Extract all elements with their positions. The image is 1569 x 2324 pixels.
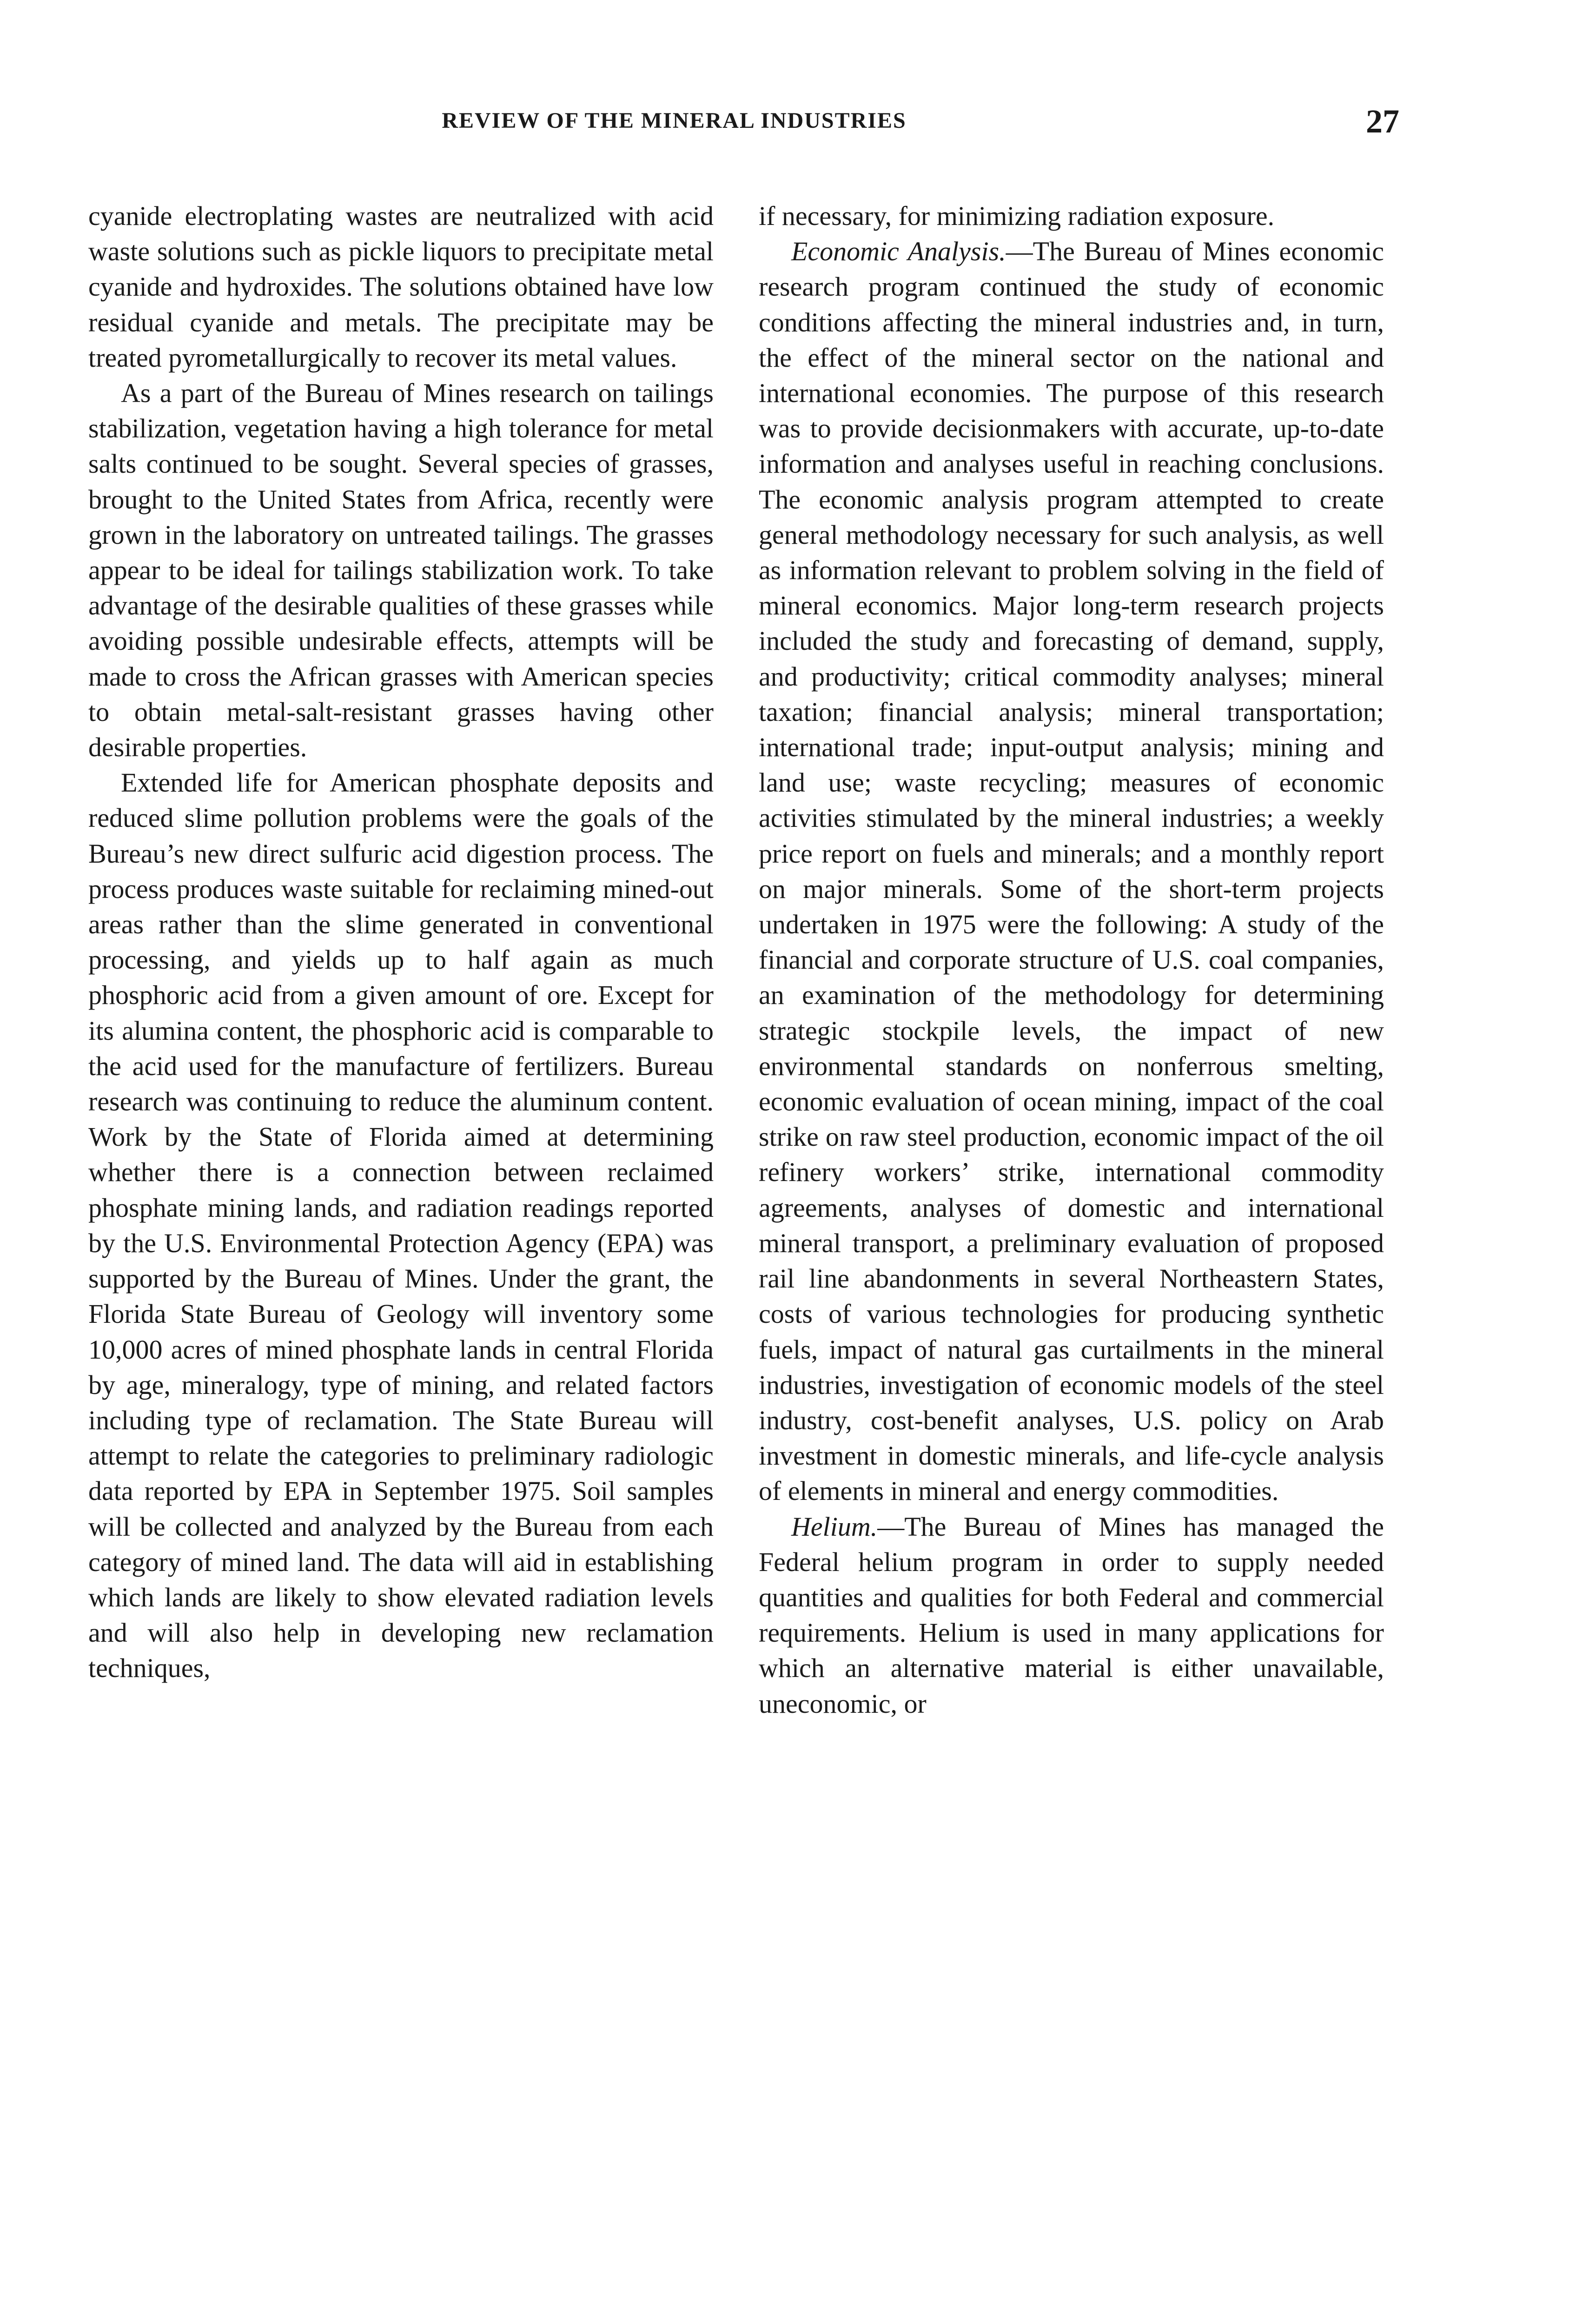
left-column (88, 198, 714, 1686)
paragraph-economic-analysis (759, 234, 1384, 1509)
page-header (88, 103, 1399, 162)
paragraph: cyanide electroplating wastes are neutralized with acid waste solutions such as pickle liquors to precipitate metal cyanide and hydroxides. The solutions obtained have low residual cyanide and metals. The precipitate may be treated pyrometallurgically to recover its metal values. (88, 201, 714, 373)
page-number: 27 (1366, 103, 1399, 140)
paragraph: As a part of the Bureau of Mines research on tailings stabilization, vegetation having a high tolerance for metal salts continued to be sought. Several species of grasses, brought to the United States from Africa, recently were grown in the laboratory on untreated tailings. The grasses appear to be ideal for tailings stabilization work. To take advantage of the desirable qualities of these grasses while avoiding possible undesirable effects, attempts will be made to cross the African grasses with American species to obtain metal-salt-resistant grasses having other desirable properties. (88, 378, 714, 763)
paragraph: if necessary, for minimizing radiation exposure. (759, 201, 1275, 231)
paragraph-body: —The Bureau of Mines has managed the Federal helium program in order to supply needed quantities and qualities for both Federal and commercial requirements. Helium is used in many applications for which an alternative material is either unavailable, uneconomic, or (759, 1511, 1384, 1719)
paragraph: Extended life for American phosphate deposits and reduced slime pollution problems were the goals of the Bureau’s new direct sulfuric acid digestion process. The process produces waste suitable for reclaiming mined-out areas rather than the slime generated in conventional processing, and yields up to half again as much phosphoric acid from a given amount of ore. Except for its alumina content, the phosphoric acid is comparable to the acid used for the manufacture of fertilizers. Bureau research was continuing to reduce the aluminum content. Work by the State of Florida aimed at determining whether there is a connection between reclaimed phosphate mining lands, and radiation readings reported by the U.S. Environmental Protection Agency (EPA) was supported by the Bureau of Mines. Under the grant, the Florida State Bureau of Geology will inventory some 10,000 acres of mined phosphate lands in central Florida by age, mineralogy, type of mining, and related factors including type of reclamation. The State Bureau will attempt to relate the categories to preliminary radiologic data reported by EPA in September 1975. Soil samples will be collected and analyzed by the Bureau from each category of mined land. The data will aid in establishing which lands are likely to show elevated radiation levels and will also help in developing new reclamation techniques, (88, 767, 714, 1684)
section-heading-economic-analysis: Economic Analysis. (791, 236, 1006, 267)
paragraph-helium (759, 1509, 1384, 1722)
right-column (759, 198, 1384, 1722)
running-title: REVIEW OF THE MINERAL INDUSTRIES (442, 108, 907, 133)
section-heading-helium: Helium. (791, 1511, 878, 1542)
paragraph-body: —The Bureau of Mines economic research program continued the study of economic conditions affecting the mineral industries and, in turn, the effect of the mineral sector on the national and international economies. The purpose of this research was to provide decisionmakers with accurate, up-to-date information and analyses useful in reaching conclusions. The economic analysis program attempted to create general methodology necessary for such analysis, as well as information relevant to problem solving in the field of mineral economics. Major long-term research projects included the study and forecasting of demand, supply, and productivity; critical commodity analyses; mineral taxation; financial analysis; mineral transportation; international trade; input-output analysis; mining and land use; waste recycling; measures of economic activities stimulated by the mineral industries; a weekly price report on fuels and minerals; and a monthly report on major minerals. Some of the short-term projects undertaken in 1975 were the following: A study of the financial and corporate structure of U.S. coal companies, an examination of the methodology for determining strategic stockpile levels, the impact of new environmental standards on nonferrous smelting, economic evaluation of ocean mining, impact of the coal strike on raw steel production, economic impact of the oil refinery workers’ strike, international commodity agreements, analyses of domestic and international mineral transport, a preliminary evaluation of proposed rail line abandonments in several Northeastern States, costs of various technologies for producing synthetic fuels, impact of natural gas curtailments in the mineral industries, investigation of economic models of the steel industry, cost-benefit analyses, U.S. policy on Arab investment in domestic minerals, and life-cycle analysis of elements in mineral and energy commodities. (759, 236, 1384, 1506)
